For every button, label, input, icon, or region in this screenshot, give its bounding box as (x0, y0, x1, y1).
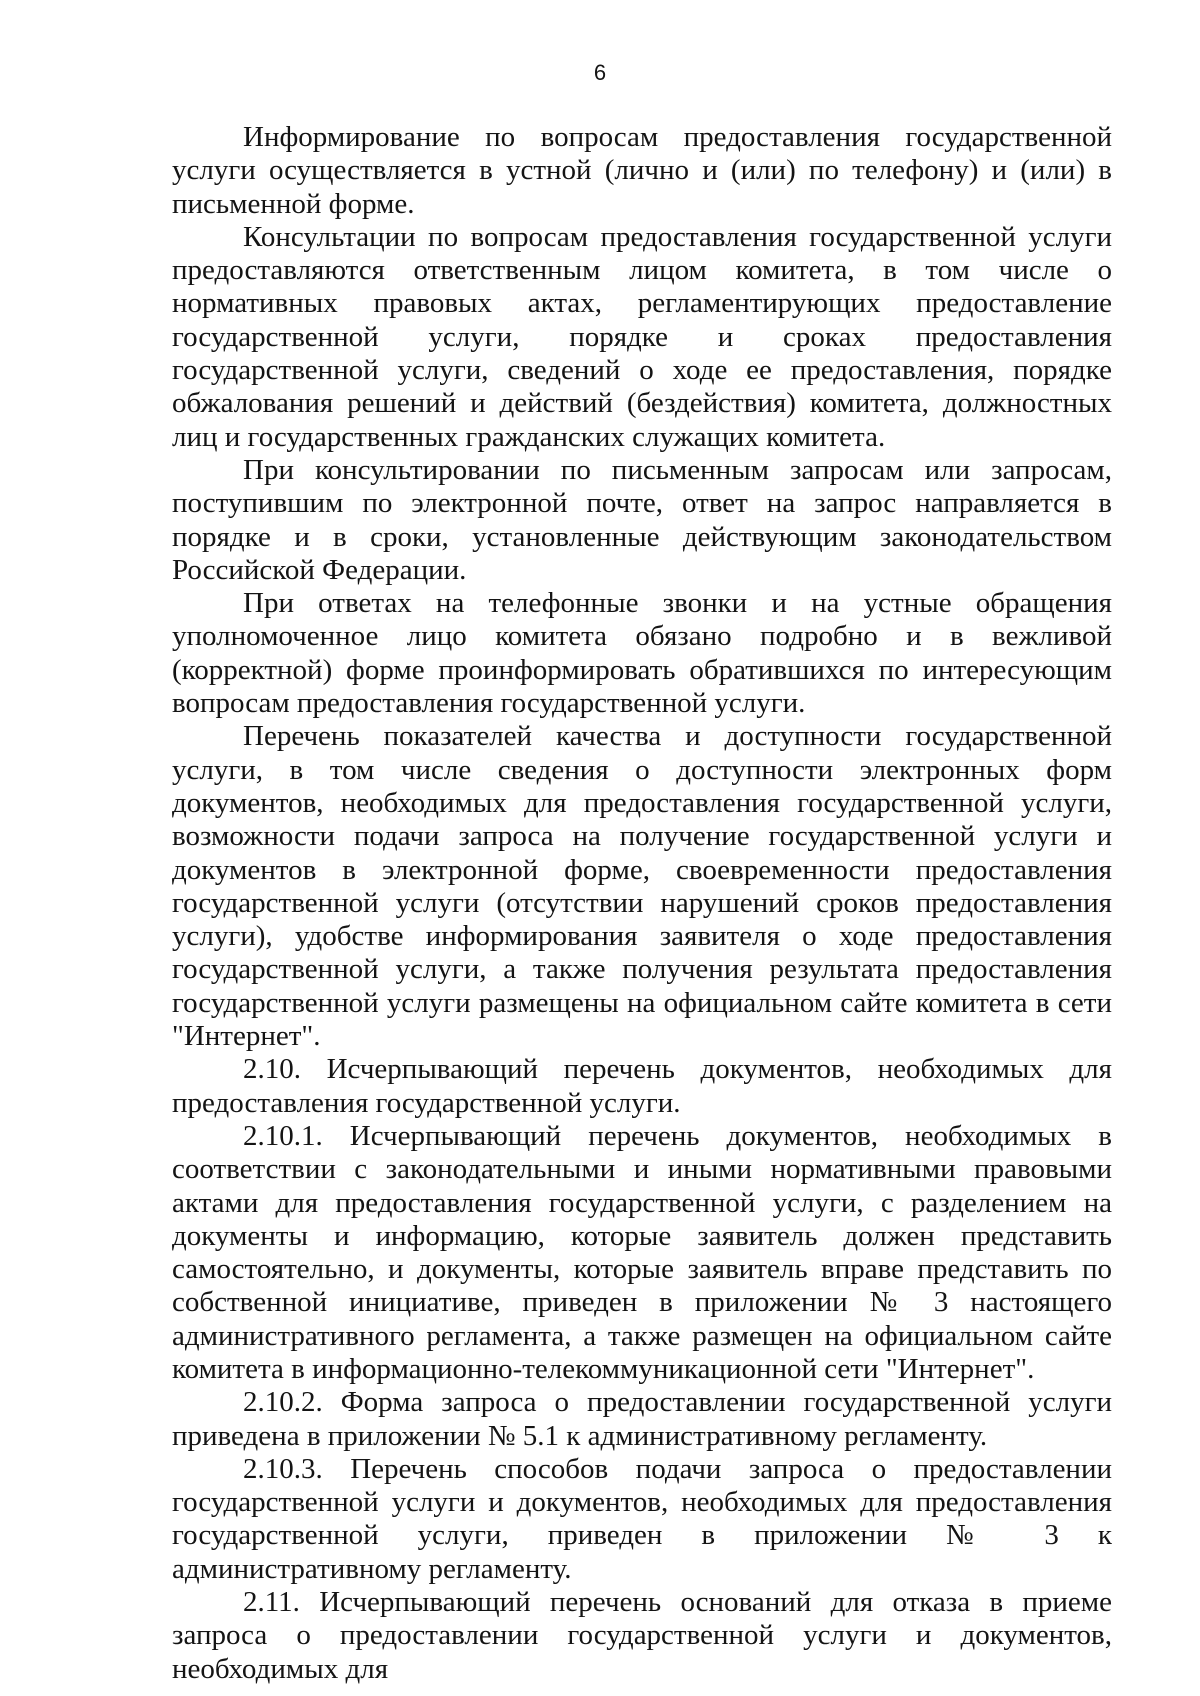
document-body (172, 121, 1112, 1686)
paragraph-informing: Информирование по вопросам предоставления государственной услуги осуществляется в устной (лично и (или) по телефону) и (или) в письменной форме. (172, 121, 1112, 220)
paragraph-phone-calls: При ответах на телефонные звонки и на устные обращения уполномоченное лицо комитета обязано подробно и в вежливой (корректной) форме проинформировать обратившихся по интересующим вопросам предоставления государственной услуги. (172, 587, 1112, 720)
paragraph-quality-indicators: Перечень показателей качества и доступности государственной услуги, в том числе сведения о доступности электронных форм документов, необходимых для предоставления государственной услуги, возможности подачи запроса на получение государственной услуги и документов в электронной форме, своевременности предоставления государственной услуги (отсутствии нарушений сроков предоставления услуги), удобстве информирования заявителя о ходе предоставления государственной услуги, а также получения результата предоставления государственной услуги размещены на официальном сайте комитета в сети "Интернет". (172, 720, 1112, 1053)
paragraph-section-2-10-3: 2.10.3. Перечень способов подачи запроса о предоставлении государственной услуги и документов, необходимых для предоставления государственной услуги, приведен в приложении № 3 к административному регламенту. (172, 1452, 1112, 1585)
paragraph-section-2-11: 2.11. Исчерпывающий перечень оснований для отказа в приеме запроса о предоставлении государственной услуги и документов, необходимых для (172, 1586, 1112, 1685)
paragraph-section-2-10: 2.10. Исчерпывающий перечень документов, необходимых для предоставления государственной услуги. (172, 1053, 1112, 1119)
page-number: 6 (593, 60, 607, 85)
paragraph-section-2-10-1: 2.10.1. Исчерпывающий перечень документов, необходимых в соответствии с законодательными и иными нормативными правовыми актами для предоставления государственной услуги, с разделением на документы и информацию, которые заявитель должен представить самостоятельно, и документы, которые заявитель вправе представить по собственной инициативе, приведен в приложении № 3 настоящего административного регламента, а также размещен на официальном сайте комитета в информационно-телекоммуникационной сети "Интернет". (172, 1119, 1112, 1385)
paragraph-written-requests: При консультировании по письменным запросам или запросам, поступившим по электронной почте, ответ на запрос направляется в порядке и в сроки, установленные действующим законодательством Российской Федерации. (172, 453, 1112, 586)
paragraph-section-2-10-2: 2.10.2. Форма запроса о предоставлении государственной услуги приведена в приложении № 5.1 к административному регламенту. (172, 1386, 1112, 1452)
paragraph-consultations: Консультации по вопросам предоставления государственной услуги предоставляются ответственным лицом комитета, в том числе о нормативных правовых актах, регламентирующих предоставление государственной услуги, порядке и сроках предоставления государственной услуги, сведений о ходе ее предоставления, порядке обжалования решений и действий (бездействия) комитета, должностных лиц и государственных гражданских служащих комитета. (172, 220, 1112, 453)
